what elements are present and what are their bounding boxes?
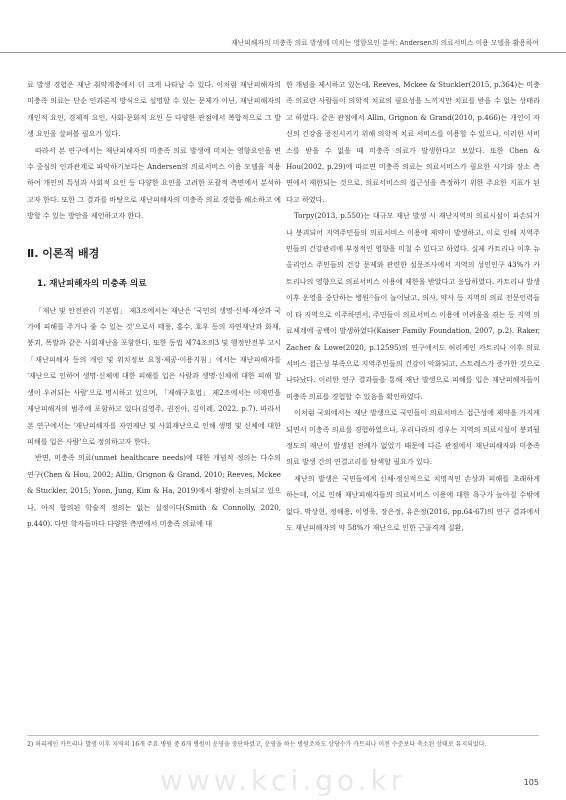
running-header: 재난피해자의 미충족 의료 발생에 미치는 영향요인 분석: Andersen의 의료서비스 이용 모델을 활용하여 <box>231 39 539 47</box>
right-column <box>286 77 540 536</box>
subsection-title: 1. 재난피해자의 미충족 의료 <box>37 278 147 289</box>
paragraph: 따라서 본 연구에서는 재난피해자의 미충족 의료 발생에 미치는 영향요인을 변수 중심의 인과관계로 파악하기보다는 Andersen의 의료서비스 이용 모델을 적용하여 개인의 특성과 사회적 요인 등 다양한 요인을 고려한 포괄적 측면에서 분석하고자 한다. 또한 그 결과를 바탕으로 재난피해자의 미충족 의료 경험을 해소하고 예방할 수 있는 방안을 제언하고자 한다. <box>27 145 281 221</box>
paragraph: 「재난 및 안전관리 기본법」 제3조에서는 재난은 '국민의 생명·신체·재산과 국가에 피해를 주거나 줄 수 있는 것'으로서 태풍, 홍수, 호우 등의 자연재난과 화재, 붕괴, 폭발과 같은 사회재난을 포함한다. 또한 동법 제74조의3 및 행정안전부 고시 「재난피해자 등의 개인 및 위치정보 요청·제공·이용지침」에서는 재난피해자를 '재난으로 인하여 생명·신체에 대한 피해를 입은 사람과 생명·신체에 대한 피해 발생이 우려되는 사람'으로 명시하고 있으며, 「재해구호법」 제2조에서는 이재민을 재난피해자의 범주에 포함하고 있다(김영주, 권진아, 김이레, 2022, p.7). 따라서 본 연구에서는 '재난피해자를 자연재난 및 사회재난으로 인해 생명 및 신체에 대한 피해를 입은 사람'으로 정의하고자 한다. <box>27 305 281 446</box>
paragraph: 한 개념을 제시하고 있는데, Reeves, Mckee & Stuckler(2015, p.364)는 미충족 의료란 사람들이 의학적 치료의 필요성을 느끼지만 치료를 받을 수 없는 상태라고 하였다. 같은 관점에서 Allin, Grignon & Grand(2010, p.466)는 개인이 자신의 건강을 증진시키기 위해 의학적 치료 서비스를 이용할 수 있으나, 이러한 서비스를 받을 수 없을 때 미충족 의료가 발생한다고 보았다. 또한 Chen & Hou(2002, p.29)에 따르면 미충족 의료는 의료서비스가 필요한 시기와 장소 측면에서 제한되는 것으로, 의료서비스의 접근성을 측정하기 위한 주요한 지표가 된다고 하였다. <box>286 80 540 204</box>
section-title: Ⅱ. 이론적 배경 <box>27 246 100 260</box>
header-divider <box>0 52 566 53</box>
paragraph: 료 발생 경험은 재난 취약계층에서 더 크게 나타날 수 있다. 이처럼 재난피해자의 미충족 의료는 단순 인과론적 방식으로 설명할 수 있는 문제가 아닌, 재난피해자의 개인적 요인, 경제적 요인, 사회·문화적 요인 등 다양한 관점에서 복합적으로 그 발생 요인을 살펴볼 필요가 있다. <box>27 80 281 139</box>
watermark: www.kci.go.kr <box>159 764 407 797</box>
paragraph: Torpy(2013, p.550)는 대규모 재난 발생 시 재난지역의 의료시설이 파손되거나 붕괴되어 지역주민들의 의료서비스 이용에 제약이 발생하고, 이로 인해 지역주민들의 건강관리에 부정적인 영향을 미칠 수 있다고 하였다. 실제 카트리나 이후 뉴올리언스 주민들의 건강 문제와 관련한 설문조사에서 지역의 성인인구 43%가 카트리나의 영향으로 의료서비스 이용에 제한을 받았다고 응답하였다. 카트리나 발생 이후 운영을 중단하는 병원²⁾들이 늘어났고, 의사, 약사 등 지역의 의료 전문인력들이 타 지역으로 이주하면서, 주민들이 의료서비스 이용에 어려움을 겪는 등 지역 의료체계에 공백이 발생하였다(Kaiser Family Foundation, 2007, p.2). Raker, Zacher & Lowe(2020, p.12595)의 연구에서도 허리케인 카트리나 이후 의료서비스 접근성 부족으로 지역주민들의 건강이 악화되고, 스트레스가 증가한 것으로 나타났다. 이러한 연구 결과들을 통해 재난 발생으로 피해를 입은 재난피해자들이 미충족 의료를 경험할 수 있음을 확인하였다. <box>286 211 540 401</box>
footnote: 2) 허리케인 카트리나 발생 이후 지역의 16개 주요 병원 중 6개 병원이 운영을 중단하였고, 운영을 하는 병원조차도 상당수가 카트리나 이전 수준보다 축소된 상태로 유지되었다. <box>27 741 487 748</box>
left-column <box>27 77 281 532</box>
paragraph: 반면, 미충족 의료(unmet healthcare needs)에 대한 개념적 정의는 다수의 연구(Chen & Hou, 2002; Allin, Grignon & Grand, 2010; Reeves, Mckee & Stuckler, 2015; Yoon, Jung, Kim & Ha, 2019)에서 활발히 논의되고 있으나, 아직 합의된 학술적 정의는 없는 실정이다(Smith & Connolly, 2020, p.440). 다만 학자들마다 다양한 측면에서 미충족 의료에 대 <box>27 453 281 528</box>
paragraph: 재난의 발생은 국민들에게 신체·정신적으로 치명적인 손상과 피해를 초래하게 하는데, 이로 인해 재난피해자들의 의료서비스 이용에 대한 욕구가 높아질 수밖에 없다. 박상현, 정해용, 이영욱, 장은정, 유은정(2016, pp.64-67)의 연구 결과에서도 재난피해자의 약 58%가 재난으로 인한 근골격계 질환, <box>286 473 540 532</box>
footnote-divider <box>27 735 539 736</box>
paragraph: 이처럼 국외에서는 재난 발생으로 국민들이 의료서비스 접근성에 제약을 가지게 되면서 미충족 의료를 경험하였으나, 우리나라의 경우는 지역의 의료시설이 붕괴될 정도의 재난이 발생된 전례가 없었기 때문에 다른 관점에서 재난피해자와 미충족 의료 발생 간의 연결고리를 탐색할 필요가 있다. <box>286 408 540 467</box>
page-number: 105 <box>523 778 539 787</box>
